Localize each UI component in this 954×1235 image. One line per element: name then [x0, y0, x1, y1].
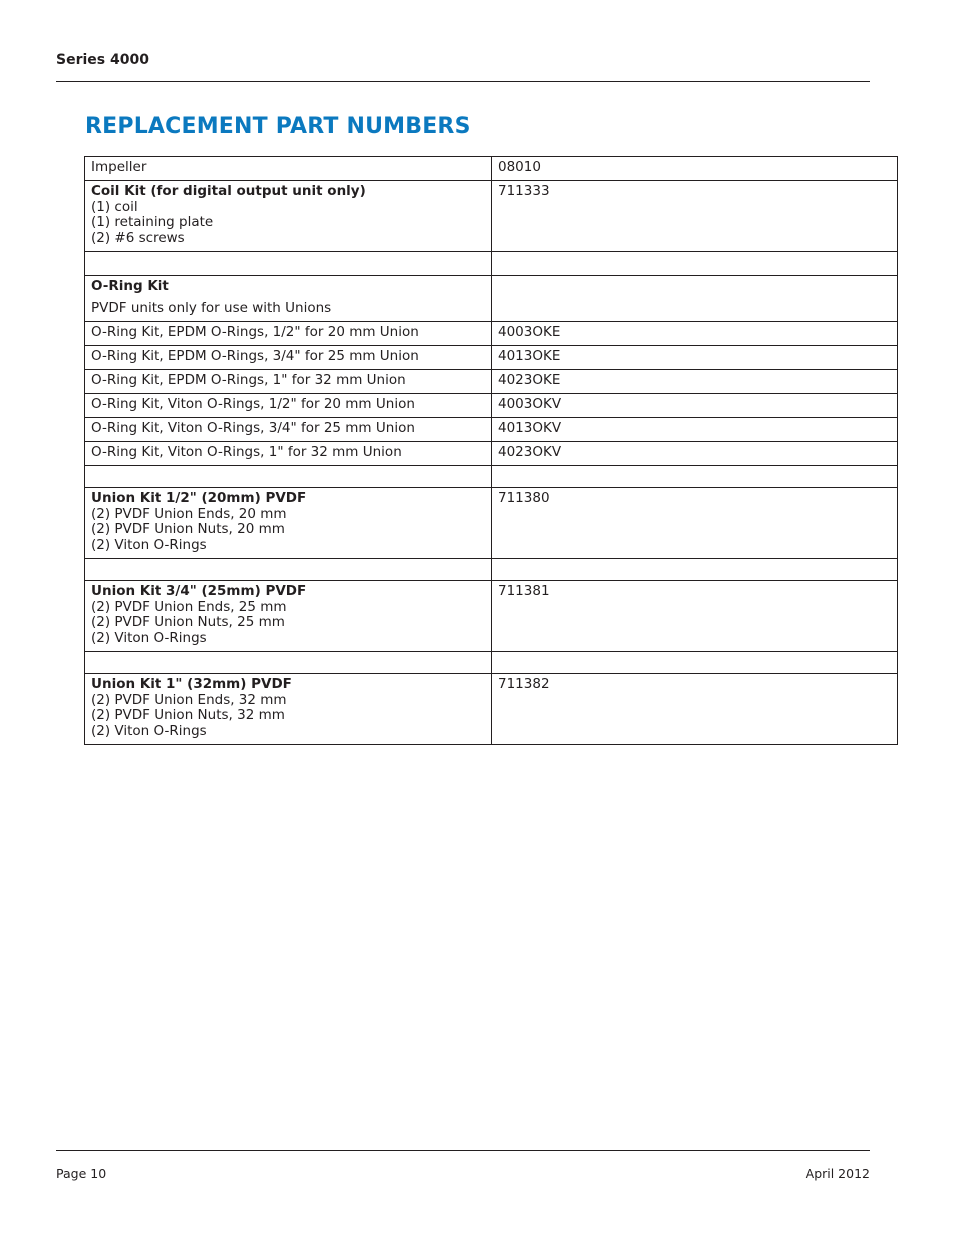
publication-date: April 2012: [805, 1166, 870, 1181]
part-description: O-Ring Kit, EPDM O-Rings, 1" for 32 mm Union: [85, 370, 492, 394]
kit-component: (2) PVDF Union Nuts, 32 mm: [91, 707, 285, 723]
kit-component: (2) #6 screws: [91, 229, 185, 246]
part-description: O-Ring Kit, Viton O-Rings, 3/4" for 25 mm Union: [85, 418, 492, 442]
kit-component: (2) PVDF Union Nuts, 25 mm: [91, 614, 285, 630]
kit-component: (2) PVDF Union Nuts, 20 mm: [91, 521, 285, 537]
kit-component: (1) coil: [91, 198, 138, 215]
kit-title: Coil Kit (for digital output unit only): [91, 183, 366, 199]
part-number: 4013OKE: [492, 346, 898, 370]
empty-cell: [492, 559, 898, 581]
part-description: [85, 276, 492, 322]
part-number: 711381: [492, 581, 898, 652]
part-description: [85, 488, 492, 559]
table-row: [85, 442, 898, 466]
empty-cell: [85, 252, 492, 276]
table-row: [85, 394, 898, 418]
part-number: 08010: [492, 157, 898, 181]
empty-cell: [492, 466, 898, 488]
kit-component: (2) PVDF Union Ends, 32 mm: [91, 691, 287, 708]
table-row: [85, 370, 898, 394]
kit-component: (2) PVDF Union Ends, 25 mm: [91, 598, 287, 615]
page-title: REPLACEMENT PART NUMBERS: [85, 114, 471, 139]
kit-component: (1) retaining plate: [91, 214, 214, 230]
table-row: [85, 674, 898, 745]
part-number: 711333: [492, 181, 898, 252]
page-number: Page 10: [56, 1166, 107, 1181]
kit-component: (2) PVDF Union Ends, 20 mm: [91, 505, 287, 522]
table-row-spacer: [85, 252, 898, 276]
part-description: O-Ring Kit, EPDM O-Rings, 1/2" for 20 mm Union: [85, 322, 492, 346]
parts-table: [84, 156, 898, 745]
table-row: [85, 181, 898, 252]
header-rule: [56, 81, 870, 82]
table-row-spacer: [85, 559, 898, 581]
kit-title: Union Kit 1" (32mm) PVDF: [91, 676, 292, 692]
part-number: 711380: [492, 488, 898, 559]
part-number: 4003OKV: [492, 394, 898, 418]
empty-cell: [492, 652, 898, 674]
kit-title: Union Kit 3/4" (25mm) PVDF: [91, 583, 307, 599]
table-row: [85, 157, 898, 181]
part-number: 711382: [492, 674, 898, 745]
empty-cell: [85, 652, 492, 674]
table-row: [85, 346, 898, 370]
kit-component: (2) Viton O-Rings: [91, 536, 207, 553]
table-row: [85, 322, 898, 346]
series-title: Series 4000: [56, 52, 149, 68]
part-description: Impeller: [85, 157, 492, 181]
footer-rule: [56, 1150, 870, 1151]
table-row: [85, 418, 898, 442]
empty-cell: [85, 466, 492, 488]
table-row: [85, 276, 898, 322]
part-number: 4023OKE: [492, 370, 898, 394]
part-description: O-Ring Kit, EPDM O-Rings, 3/4" for 25 mm Union: [85, 346, 492, 370]
part-number: 4023OKV: [492, 442, 898, 466]
kit-component: (2) Viton O-Rings: [91, 722, 207, 739]
part-description: O-Ring Kit, Viton O-Rings, 1" for 32 mm Union: [85, 442, 492, 466]
part-number: 4013OKV: [492, 418, 898, 442]
part-description: [85, 674, 492, 745]
table-row: [85, 581, 898, 652]
kit-title: O-Ring Kit: [91, 278, 169, 294]
kit-subtitle: PVDF units only for use with Unions: [91, 299, 332, 316]
table-row-spacer: [85, 652, 898, 674]
part-description: O-Ring Kit, Viton O-Rings, 1/2" for 20 mm Union: [85, 394, 492, 418]
empty-cell: [492, 276, 898, 322]
table-row: [85, 488, 898, 559]
table-row-spacer: [85, 466, 898, 488]
kit-title: Union Kit 1/2" (20mm) PVDF: [91, 490, 307, 506]
empty-cell: [492, 252, 898, 276]
part-description: [85, 181, 492, 252]
kit-component: (2) Viton O-Rings: [91, 629, 207, 646]
part-number: 4003OKE: [492, 322, 898, 346]
empty-cell: [85, 559, 492, 581]
part-description: [85, 581, 492, 652]
